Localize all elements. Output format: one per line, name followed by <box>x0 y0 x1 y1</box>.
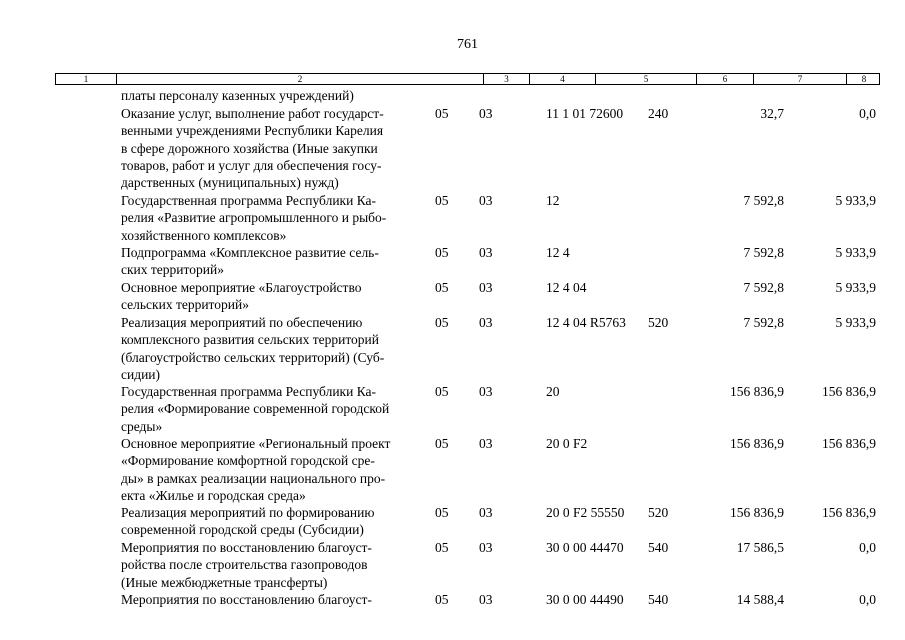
row-section: 05 <box>435 106 449 121</box>
row-expense-type: 520 <box>648 505 669 520</box>
row-target-article: 12 4 04 R5763 <box>546 315 626 330</box>
row-target-article: 20 <box>546 384 560 399</box>
row-amount-1: 7 592,8 <box>743 193 784 208</box>
row-expense-type: 240 <box>648 106 669 121</box>
row-amount-2: 5 933,9 <box>835 280 876 295</box>
row-amount-1: 156 836,9 <box>730 384 784 399</box>
row-amount-1: 7 592,8 <box>743 280 784 295</box>
row-subsection: 03 <box>479 540 493 555</box>
row-name: Подпрограмма «Комплексное развитие сель- ских территорий» <box>121 245 379 278</box>
row-amount-2: 156 836,9 <box>822 384 876 399</box>
row-name: Оказание услуг, выполнение работ государст- венными учреждениями Республики Карелия в сфере дорожного хозяйства (Иные закупки товаров, работ и услуг для обеспечения госу- дарственных (муниципальных) нужд) <box>121 106 384 191</box>
row-section: 05 <box>435 592 449 607</box>
row-amount-1: 32,7 <box>760 106 784 121</box>
row-amount-2: 5 933,9 <box>835 245 876 260</box>
row-target-article: 30 0 00 44490 <box>546 592 624 607</box>
row-name: Реализация мероприятий по формированию современной городской среды (Субсидии) <box>121 505 375 538</box>
row-subsection: 03 <box>479 505 493 520</box>
row-amount-2: 156 836,9 <box>822 436 876 451</box>
row-section: 05 <box>435 505 449 520</box>
row-subsection: 03 <box>479 384 493 399</box>
row-amount-1: 7 592,8 <box>743 245 784 260</box>
row-section: 05 <box>435 245 449 260</box>
row-amount-2: 5 933,9 <box>835 193 876 208</box>
row-target-article: 12 4 <box>546 245 570 260</box>
row-name: Основное мероприятие «Благоустройство сельских территорий» <box>121 280 362 313</box>
row-name: Реализация мероприятий по обеспечению комплексного развития сельских территорий (благоустройство сельских территорий) (Суб- сидии) <box>121 315 385 382</box>
row-section: 05 <box>435 280 449 295</box>
row-section: 05 <box>435 315 449 330</box>
row-subsection: 03 <box>479 280 493 295</box>
row-amount-1: 17 586,5 <box>736 540 784 555</box>
row-section: 05 <box>435 436 449 451</box>
row-target-article: 12 <box>546 193 560 208</box>
row-section: 05 <box>435 540 449 555</box>
row-name: Мероприятия по восстановлению благоуст- ройства после строительства газопроводов (Иные межбюджетные трансферты) <box>121 540 372 590</box>
row-amount-2: 0,0 <box>859 540 876 555</box>
row-name: Государственная программа Республики Ка- релия «Развитие агропромышленного и рыбо- хозяйственного комплексов» <box>121 193 387 243</box>
row-amount-1: 7 592,8 <box>743 315 784 330</box>
row-expense-type: 540 <box>648 540 669 555</box>
row-target-article: 20 0 F2 <box>546 436 588 451</box>
row-expense-type: 520 <box>648 315 669 330</box>
row-target-article: 30 0 00 44470 <box>546 540 624 555</box>
header-col-1: 1 <box>56 74 117 84</box>
row-amount-2: 156 836,9 <box>822 505 876 520</box>
row-subsection: 03 <box>479 315 493 330</box>
row-amount-2: 5 933,9 <box>835 315 876 330</box>
header-col-7: 7 <box>754 74 847 84</box>
row-amount-2: 0,0 <box>859 106 876 121</box>
row-subsection: 03 <box>479 245 493 260</box>
row-amount-1: 156 836,9 <box>730 505 784 520</box>
row-amount-1: 14 588,4 <box>736 592 784 607</box>
header-col-3: 3 <box>484 74 530 84</box>
row-subsection: 03 <box>479 436 493 451</box>
row-name: Государственная программа Республики Ка- релия «Формирование современной городской среды» <box>121 384 390 434</box>
row-name: платы персоналу казенных учреждений) <box>121 88 354 103</box>
header-col-4: 4 <box>530 74 596 84</box>
row-subsection: 03 <box>479 592 493 607</box>
header-col-2: 2 <box>117 74 484 84</box>
row-name: Основное мероприятие «Региональный проект «Формирование комфортной городской сре- ды» в рамках реализации национального про- екта «Жилье и городская среда» <box>121 436 391 503</box>
row-subsection: 03 <box>479 193 493 208</box>
row-section: 05 <box>435 384 449 399</box>
row-target-article: 20 0 F2 55550 <box>546 505 625 520</box>
header-col-6: 6 <box>697 74 754 84</box>
row-expense-type: 540 <box>648 592 669 607</box>
row-name: Мероприятия по восстановлению благоуст- <box>121 592 372 607</box>
row-amount-1: 156 836,9 <box>730 436 784 451</box>
header-col-8: 8 <box>861 74 867 84</box>
header-col-5: 5 <box>596 74 697 84</box>
row-section: 05 <box>435 193 449 208</box>
row-target-article: 11 1 01 72600 <box>546 106 624 121</box>
page-number: 761 <box>457 37 478 52</box>
row-amount-2: 0,0 <box>859 592 876 607</box>
row-target-article: 12 4 04 <box>546 280 587 295</box>
row-subsection: 03 <box>479 106 493 121</box>
